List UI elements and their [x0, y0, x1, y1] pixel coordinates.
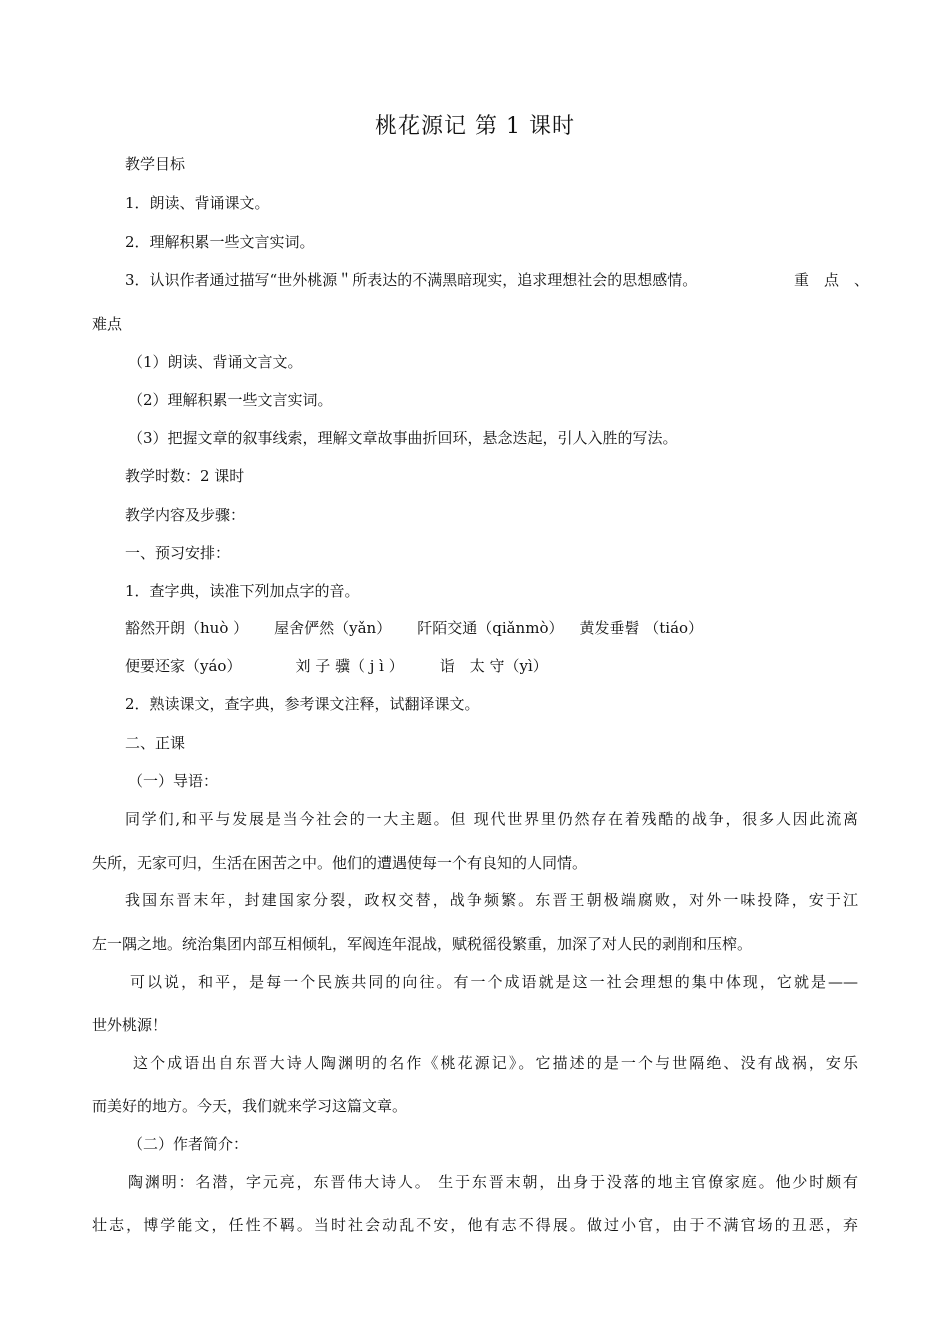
key-point-2: （2）理解积累一些文言实词。 — [128, 391, 333, 409]
pronunciation-item: 豁然开朗（huò ） — [125, 619, 249, 637]
paragraph-line: 而美好的地方。今天，我们就来学习这篇文章。 — [92, 1097, 408, 1115]
pronunciation-item: 便要还家（yáo） — [125, 657, 242, 675]
teaching-content-heading: 教学内容及步骤： — [125, 506, 246, 524]
objective-3: 3．认识作者通过描写“世外桃源＂所表达的不满黑暗现实，追求理想社会的思想感情。 — [125, 271, 698, 289]
document-title: 桃花源记 第 1 课时 — [375, 114, 575, 139]
key-point-1: （1）朗读、背诵文言文。 — [128, 353, 303, 371]
pronunciation-item: 诣 太 守（yì） — [439, 657, 548, 675]
section-preview: 一、预习安排： — [125, 544, 231, 562]
paragraph-line: 我国东晋末年，封建国家分裂，政权交替，战争频繁。东晋王朝极端腐败，对外一味投降，安于江 — [125, 891, 858, 909]
paragraph-line: 壮志，博学能文，任性不羁。当时社会动乱不安，他有志不得展。做过小官，由于不满官场的丑恶，弃 — [92, 1216, 858, 1234]
paragraph-line: 左一隅之地。统治集团内部互相倾轧，军阀连年混战，赋税徭役繁重，加深了对人民的剥削和压榨。 — [92, 935, 753, 953]
paragraph-line: 陶渊明：名潜，字元亮，东晋伟大诗人。 生于东晋末朝，出身于没落的地主官僚家庭。他少时颇有 — [128, 1173, 858, 1191]
pronunciation-row-1 — [125, 618, 703, 638]
heading-difficulties: 难点 — [92, 315, 123, 333]
objective-2: 2．理解积累一些文言实词。 — [125, 233, 315, 251]
pronunciation-item: 阡陌交通（qiǎnmò） — [417, 619, 564, 637]
objective-1: 1．朗读、背诵课文。 — [125, 194, 270, 212]
paragraph-line: 世外桃源！ — [92, 1016, 168, 1034]
subsection-author-intro: （二）作者简介： — [128, 1135, 249, 1153]
paragraph-line: 这个成语出自东晋大诗人陶渊明的名作《桃花源记》。它描述的是一个与世隔绝、没有战祸，安乐 — [133, 1054, 858, 1072]
pronunciation-item: 黄发垂髫 （tiáo） — [579, 619, 704, 637]
pronunciation-item: 屋舍俨然（yǎn） — [274, 619, 392, 637]
paragraph-line: 可以说，和平，是每一个民族共同的向往。有一个成语就是这一社会理想的集中体现，它就是—— — [130, 973, 858, 991]
heading-key-points: 重 点 、 — [794, 271, 870, 289]
teaching-hours: 教学时数：2 课时 — [125, 467, 245, 485]
pronunciation-row-2 — [125, 656, 548, 676]
subsection-introduction: （一）导语： — [128, 772, 219, 790]
section-main-lesson: 二、正课 — [125, 734, 186, 752]
paragraph-line: 失所，无家可归，生活在困苦之中。他们的遭遇使每一个有良知的人同情。 — [92, 854, 588, 872]
paragraph-line: 同学们,和平与发展是当今社会的一大主题。但 现代世界里仍然存在着残酷的战争，很多人因此流离 — [125, 810, 858, 828]
key-point-3: （3）把握文章的叙事线索，理解文章故事曲折回环，悬念迭起，引人入胜的写法。 — [128, 429, 678, 447]
preview-item-2: 2．熟读课文，查字典，参考课文注释，试翻译课文。 — [125, 695, 480, 713]
section-heading-objectives: 教学目标 — [125, 155, 186, 173]
preview-item-1: 1．查字典，读准下列加点字的音。 — [125, 582, 360, 600]
pronunciation-item: 刘 子 骥（ j ì ） — [295, 657, 404, 675]
